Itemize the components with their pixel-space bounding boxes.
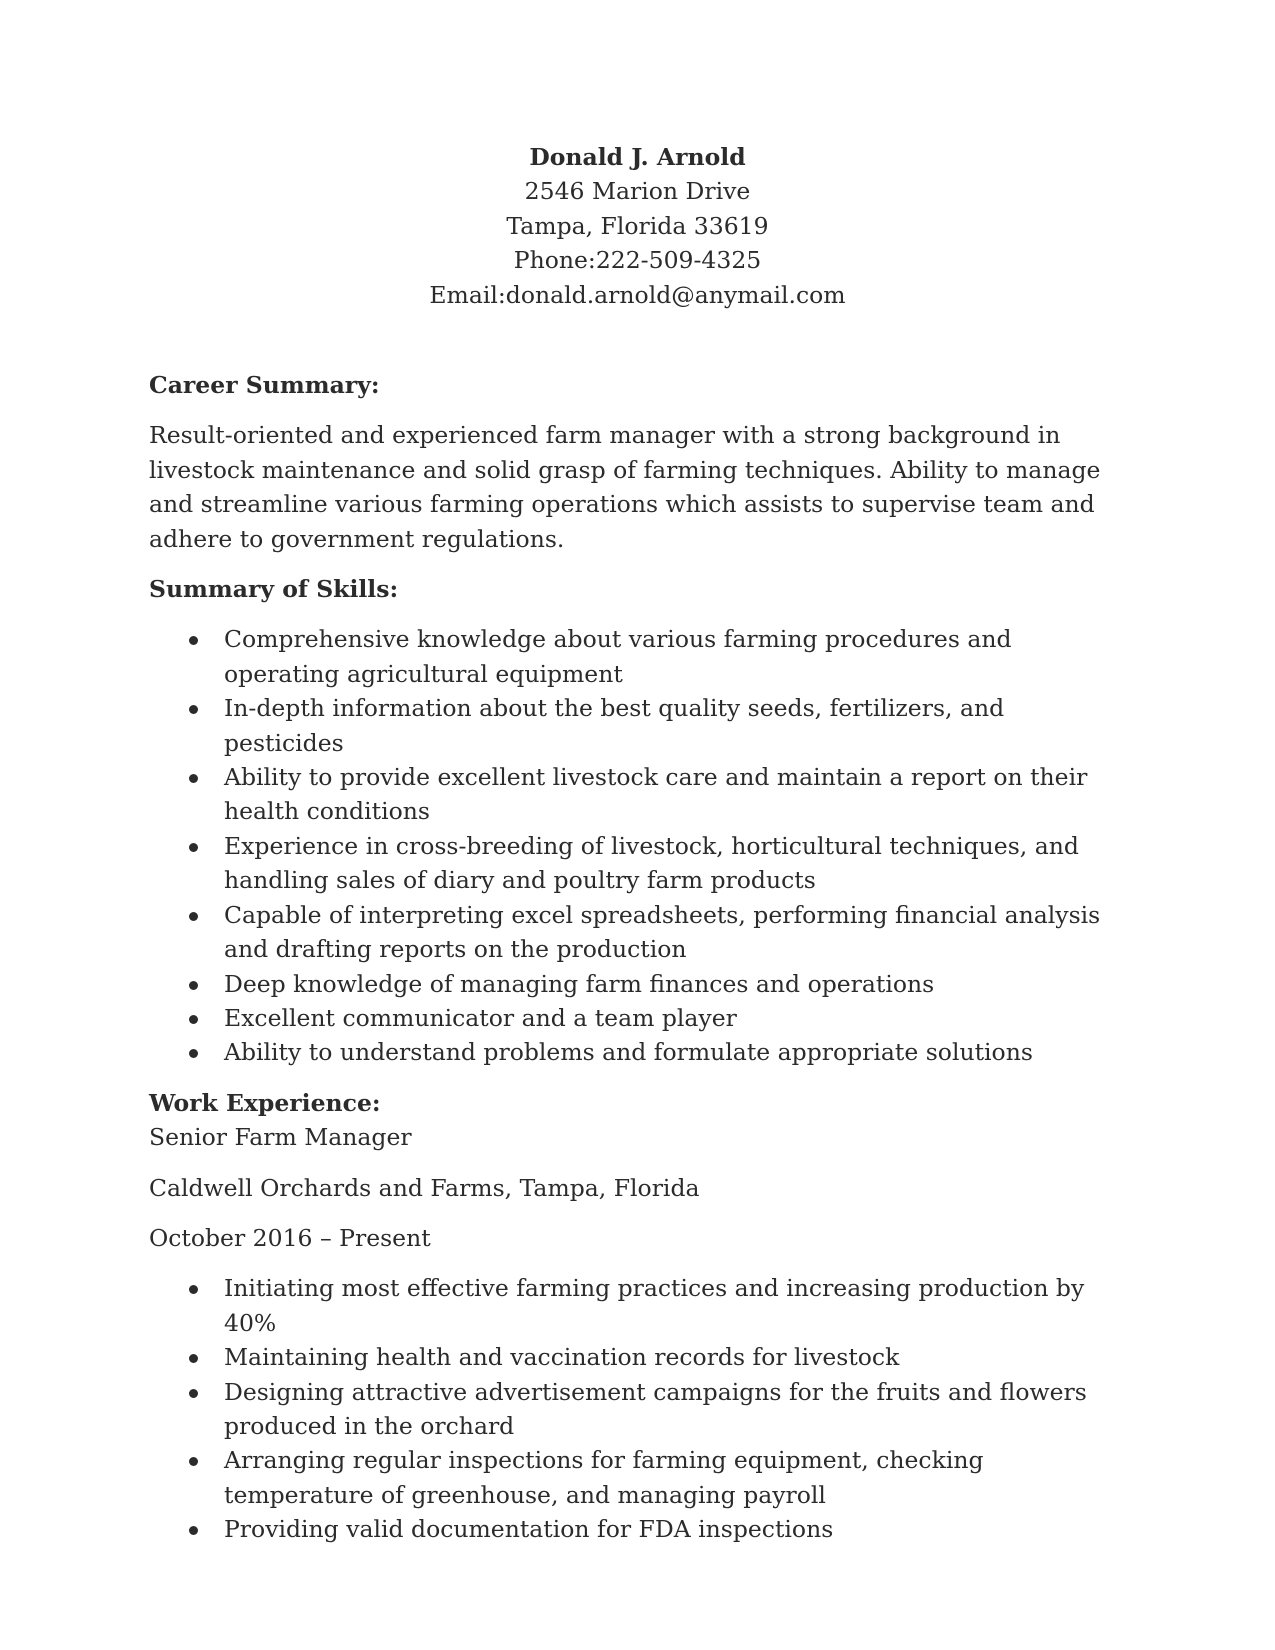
skill-item xyxy=(149,1001,1129,1035)
skill-item xyxy=(149,898,1129,967)
skill-item-text: Comprehensive knowledge about various farming procedures and operating agricultural equipment xyxy=(224,625,1012,688)
skill-item xyxy=(149,829,1129,898)
duty-item-text: Providing valid documentation for FDA inspections xyxy=(224,1515,834,1544)
bullet-icon xyxy=(189,774,198,783)
company-name: Caldwell Orchards and Farms, Tampa, Florida xyxy=(149,1173,700,1202)
duty-item xyxy=(149,1443,1129,1512)
duty-item-text: Arranging regular inspections for farming equipment, checking temperature of greenhouse, and managing payroll xyxy=(224,1446,984,1509)
career-summary-text: Result-oriented and experienced farm manager with a strong background in livestock maintenance and solid grasp of farming techniques. Ability to manage and streamline various farming operations which assists to supervise team and adhere to government regulations. xyxy=(149,421,1101,553)
work-duties-list xyxy=(149,1271,1129,1546)
skill-item-text: Experience in cross-breeding of livestock, horticultural techniques, and handling sales of diary and poultry farm products xyxy=(224,831,1079,895)
career-summary-heading: Career Summary: xyxy=(149,371,380,399)
skill-item xyxy=(149,622,1129,691)
skill-item-text: Excellent communicator and a team player xyxy=(224,1003,737,1032)
duty-item xyxy=(149,1340,1129,1374)
job-title: Senior Farm Manager xyxy=(149,1123,412,1152)
duty-item xyxy=(149,1271,1129,1340)
duty-item xyxy=(149,1375,1129,1444)
applicant-name: Donald J. Arnold xyxy=(529,143,746,171)
resume-body xyxy=(149,368,1129,1547)
bullet-icon xyxy=(189,843,198,852)
bullet-icon xyxy=(189,1285,198,1294)
bullet-icon xyxy=(189,981,198,990)
skill-item-text: Deep knowledge of managing farm finances and operations xyxy=(224,969,935,998)
skills-list xyxy=(149,622,1129,1069)
bullet-icon xyxy=(189,1526,198,1535)
contact-header xyxy=(0,140,1275,312)
duty-item xyxy=(149,1512,1129,1546)
skills-heading: Summary of Skills: xyxy=(149,575,399,604)
phone-line: Phone:222-509-4325 xyxy=(513,246,762,275)
address-line-1: 2546 Marion Drive xyxy=(524,177,751,206)
work-experience-heading: Work Experience: xyxy=(149,1088,381,1117)
skill-item xyxy=(149,1035,1129,1069)
email-line: Email:donald.arnold@anymail.com xyxy=(429,280,846,309)
bullet-icon xyxy=(189,1049,198,1058)
skill-item xyxy=(149,967,1129,1001)
skill-item-text: Capable of interpreting excel spreadsheets, performing financial analysis and drafting reports on the production xyxy=(224,900,1101,964)
bullet-icon xyxy=(189,705,198,714)
skill-item-text: Ability to understand problems and formulate appropriate solutions xyxy=(224,1038,1033,1067)
skill-item xyxy=(149,760,1129,829)
address-line-2: Tampa, Florida 33619 xyxy=(506,211,769,240)
bullet-icon xyxy=(189,1015,198,1024)
employment-dates: October 2016 – Present xyxy=(149,1223,431,1252)
duty-item-text: Maintaining health and vaccination records for livestock xyxy=(224,1343,900,1372)
bullet-icon xyxy=(189,636,198,645)
skill-item-text: In-depth information about the best quality seeds, fertilizers, and pesticides xyxy=(224,694,1005,757)
bullet-icon xyxy=(189,1389,198,1398)
duty-item-text: Initiating most effective farming practices and increasing production by 40% xyxy=(224,1274,1085,1337)
skill-item xyxy=(149,691,1129,760)
skill-item-text: Ability to provide excellent livestock care and maintain a report on their health conditions xyxy=(224,763,1088,826)
duty-item-text: Designing attractive advertisement campaigns for the fruits and flowers produced in the orchard xyxy=(224,1377,1087,1440)
bullet-icon xyxy=(189,1457,198,1466)
bullet-icon xyxy=(189,912,198,921)
bullet-icon xyxy=(189,1354,198,1363)
